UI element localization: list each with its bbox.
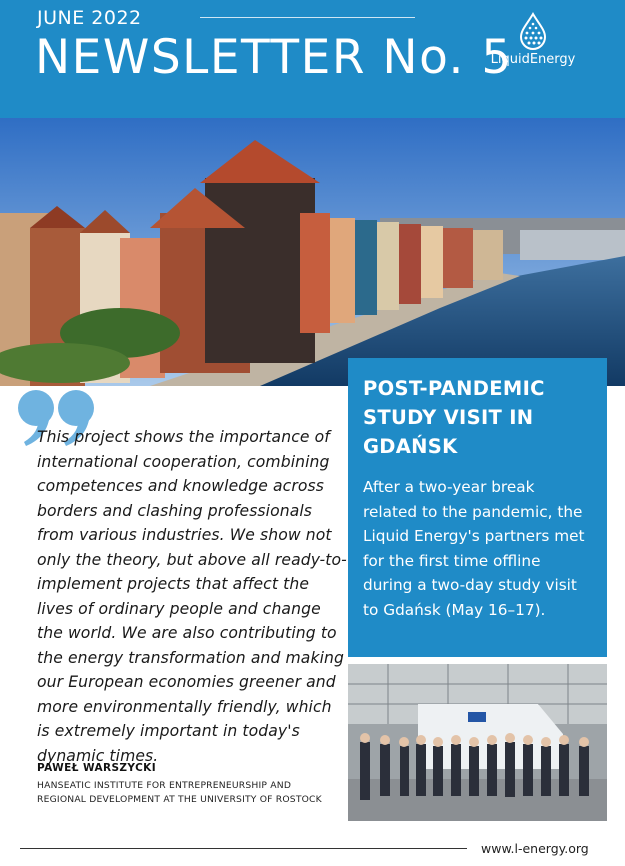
quote-author: PAWEŁ WARSZYCKI	[37, 762, 157, 774]
gdansk-waterfront-photo	[0, 118, 625, 386]
liquidenergy-logo	[483, 12, 583, 84]
footer-divider	[20, 848, 467, 849]
water-drop-icon	[515, 12, 551, 50]
newsletter-header	[0, 0, 625, 118]
header-divider	[200, 17, 415, 18]
newsletter-title: NEWSLETTER No. 5	[35, 30, 513, 85]
article-body: After a two-year break related to the pandemic, the Liquid Energy's partners met for the first time offline during a two-day study visit to Gdańsk (May 16–17).	[363, 478, 585, 619]
brand-name: LiquidEnergy	[490, 52, 576, 67]
article-box	[348, 358, 607, 657]
website-link[interactable]: www.l-energy.org	[481, 841, 589, 856]
issue-date: JUNE 2022	[37, 7, 142, 29]
author-affiliation: HANSEATIC INSTITUTE FOR ENTREPRENEURSHIP AND REGIONAL DEVELOPMENT AT THE UNIVERSITY OF ROSTOCK	[37, 780, 322, 805]
article-title: POST-PANDEMIC STUDY VISIT IN GDAŃSK	[363, 377, 545, 458]
quote-text: This project shows the importance of international cooperation, combining competences and knowledge across borders and clashing professionals from various industries. We show not only the theory, but above all ready-to-implement projects that affect the lives of ordinary people and change the world. We are also contributing to the energy transformation and making our European economies greener and more environmentally friendly, which is extremely important in today's dynamic times.	[37, 428, 347, 765]
group-photo	[348, 664, 607, 821]
